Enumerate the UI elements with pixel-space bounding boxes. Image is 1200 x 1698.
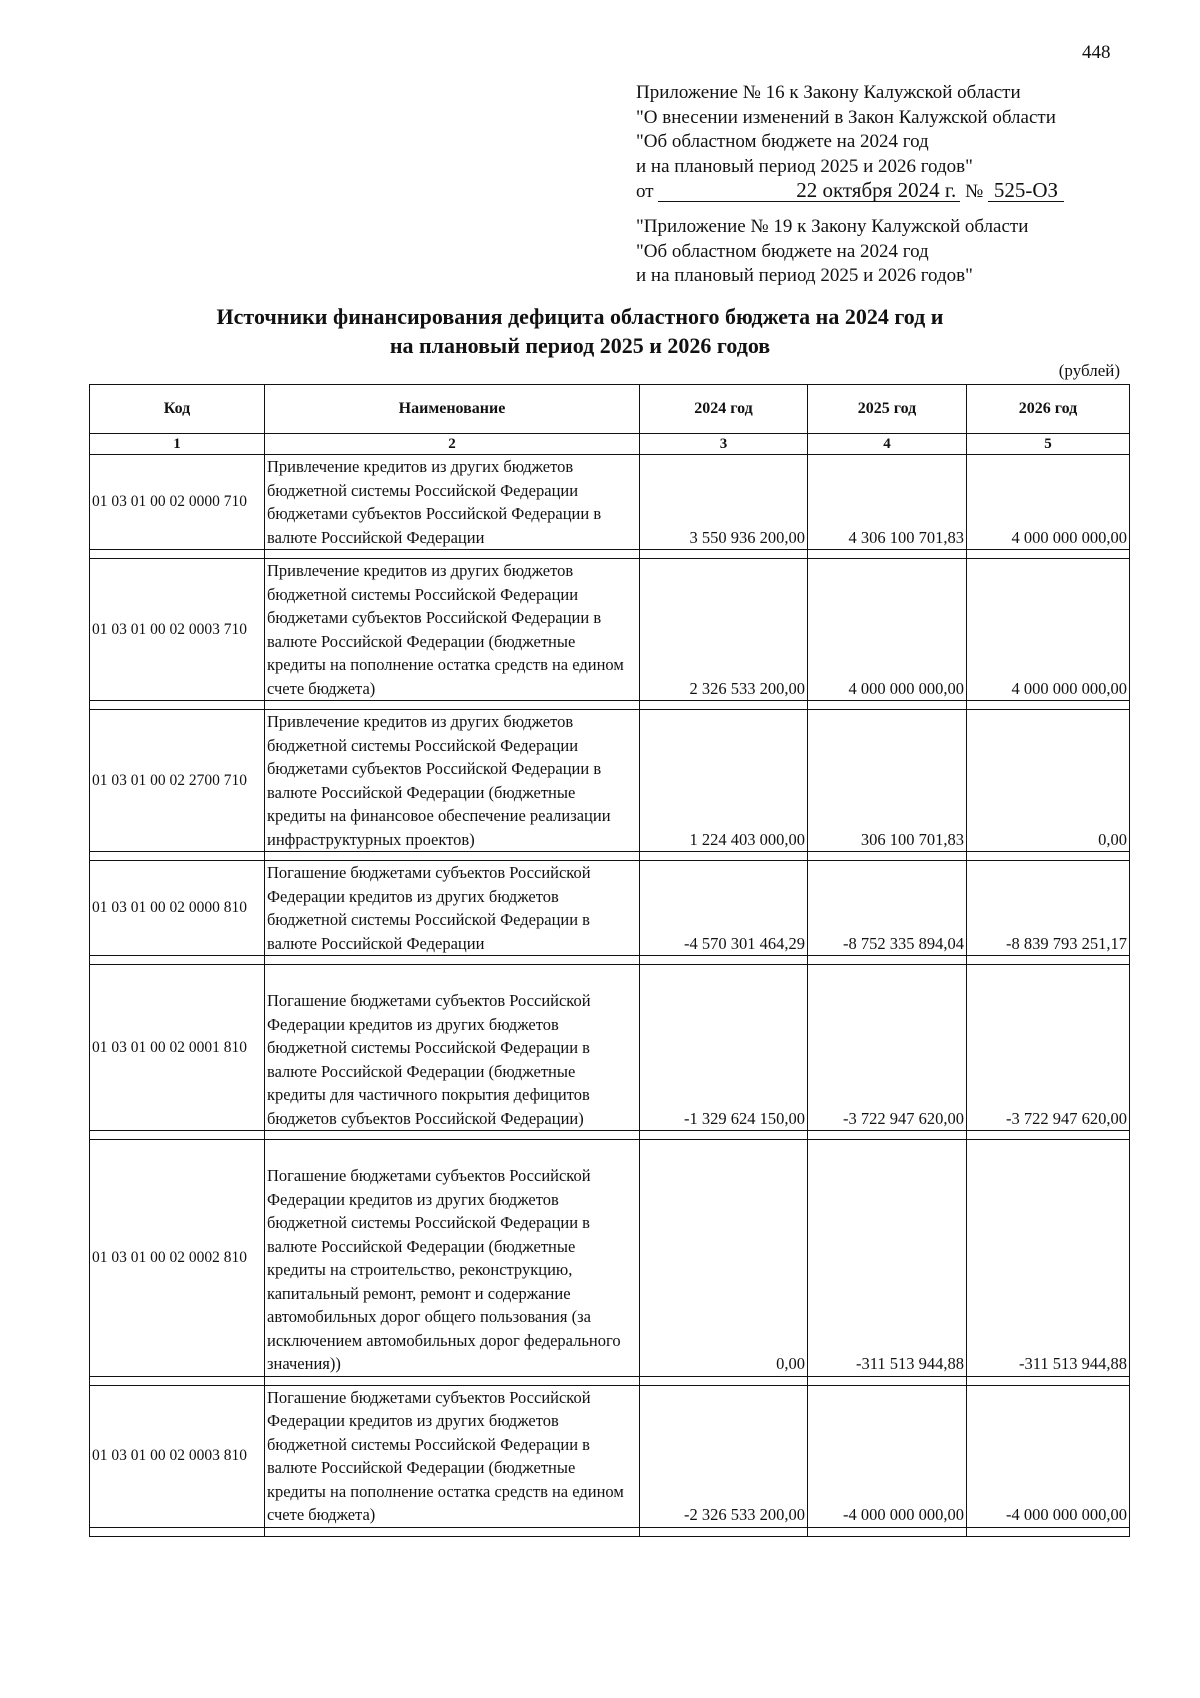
title-line: Источники финансирования дефицита областного бюджета на 2024 год и xyxy=(216,304,944,329)
spacer-cell xyxy=(640,852,808,861)
spacer-cell xyxy=(265,852,640,861)
column-number: 2 xyxy=(265,434,640,455)
row-code: 01 03 01 00 02 2700 710 xyxy=(90,710,265,852)
law-number: 525-ОЗ xyxy=(988,179,1064,202)
spacer-cell xyxy=(90,701,265,710)
row-2024: -1 329 624 150,00 xyxy=(640,965,808,1131)
title-line: на плановый период 2025 и 2026 годов xyxy=(389,333,771,358)
row-2024: -4 570 301 464,29 xyxy=(640,861,808,956)
row-2025: -311 513 944,88 xyxy=(808,1140,967,1377)
annex2-line: "Об областном бюджете на 2024 год xyxy=(636,240,929,262)
row-2024: 0,00 xyxy=(640,1140,808,1377)
table-row xyxy=(90,1140,1130,1377)
spacer-cell xyxy=(265,701,640,710)
row-name: Погашение бюджетами субъектов Российской Федерации кредитов из других бюджетов бюджетной системы Российской Федерации в валюте Российской Федерации xyxy=(265,861,640,956)
spacer-cell xyxy=(808,701,967,710)
spacer-cell xyxy=(967,1131,1130,1140)
header-2024: 2024 год xyxy=(640,385,808,434)
row-name: Привлечение кредитов из других бюджетов бюджетной системы Российской Федерации бюджетами субъектов Российской Федерации в валюте Российской Федерации (бюджетные кредиты на пополнение остатка средств на едином счете бюджета) xyxy=(265,559,640,701)
spacer-cell xyxy=(265,1376,640,1385)
spacer-cell xyxy=(640,1376,808,1385)
row-name: Погашение бюджетами субъектов Российской Федерации кредитов из других бюджетов бюджетной системы Российской Федерации в валюте Российской Федерации (бюджетные кредиты для частичного покрытия дефицитов бюджетов субъектов Российской Федерации) xyxy=(265,965,640,1131)
spacer-cell xyxy=(967,1376,1130,1385)
annex-reference xyxy=(636,215,1028,289)
header-name: Наименование xyxy=(265,385,640,434)
spacer-cell xyxy=(640,1527,808,1536)
table-row xyxy=(90,965,1130,1131)
spacer-cell xyxy=(808,1131,967,1140)
row-code: 01 03 01 00 02 0002 810 xyxy=(90,1140,265,1377)
header-2025: 2025 год xyxy=(808,385,967,434)
row-spacer xyxy=(90,701,1130,710)
spacer-cell xyxy=(808,550,967,559)
spacer-cell xyxy=(90,1376,265,1385)
law-date: 22 октября 2024 г. xyxy=(658,179,960,202)
table-row xyxy=(90,710,1130,852)
spacer-cell xyxy=(967,956,1130,965)
row-name: Привлечение кредитов из других бюджетов бюджетной системы Российской Федерации бюджетами субъектов Российской Федерации в валюте Российской Федерации (бюджетные кредиты на финансовое обеспечение реализации инфраструктурных проектов) xyxy=(265,710,640,852)
row-2024: 3 550 936 200,00 xyxy=(640,455,808,550)
row-2026: -4 000 000 000,00 xyxy=(967,1385,1130,1527)
annex-line: "О внесении изменений в Закон Калужской области xyxy=(636,106,1056,128)
annex2-line: и на плановый период 2025 и 2026 годов" xyxy=(636,265,973,286)
column-number: 5 xyxy=(967,434,1130,455)
row-2024: 2 326 533 200,00 xyxy=(640,559,808,701)
annex-line: и на плановый период 2025 и 2026 годов" xyxy=(636,155,973,177)
spacer-cell xyxy=(808,1376,967,1385)
row-2024: 1 224 403 000,00 xyxy=(640,710,808,852)
row-2025: 306 100 701,83 xyxy=(808,710,967,852)
row-spacer xyxy=(90,852,1130,861)
spacer-cell xyxy=(90,956,265,965)
spacer-cell xyxy=(90,852,265,861)
row-2025: 4 306 100 701,83 xyxy=(808,455,967,550)
row-2025: 4 000 000 000,00 xyxy=(808,559,967,701)
row-2025: -8 752 335 894,04 xyxy=(808,861,967,956)
row-name: Погашение бюджетами субъектов Российской Федерации кредитов из других бюджетов бюджетной системы Российской Федерации в валюте Российской Федерации (бюджетные кредиты на строительство, реконструкцию, капитальный ремонт, ремонт и содержание автомобильных дорог общего пользования (за исключением автомобильных дорог федерального значения)) xyxy=(265,1140,640,1377)
page-number: 448 xyxy=(1082,42,1111,63)
row-name: Привлечение кредитов из других бюджетов бюджетной системы Российской Федерации бюджетами субъектов Российской Федерации в валюте Российской Федерации xyxy=(265,455,640,550)
header-2026: 2026 год xyxy=(967,385,1130,434)
row-spacer xyxy=(90,1376,1130,1385)
spacer-cell xyxy=(640,956,808,965)
column-number-row xyxy=(90,434,1130,455)
spacer-cell xyxy=(265,550,640,559)
spacer-cell xyxy=(967,1527,1130,1536)
from-label: от xyxy=(636,181,654,202)
spacer-cell xyxy=(640,701,808,710)
annex-line: Приложение № 16 к Закону Калужской области xyxy=(636,82,1021,103)
spacer-cell xyxy=(90,1527,265,1536)
row-code: 01 03 01 00 02 0001 810 xyxy=(90,965,265,1131)
spacer-cell xyxy=(90,1131,265,1140)
row-code: 01 03 01 00 02 0000 810 xyxy=(90,861,265,956)
law-date-line xyxy=(636,179,1064,205)
annex-line: "Об областном бюджете на 2024 год xyxy=(636,131,929,152)
spacer-cell xyxy=(90,550,265,559)
row-code: 01 03 01 00 02 0003 810 xyxy=(90,1385,265,1527)
spacer-cell xyxy=(265,1527,640,1536)
header-code: Код xyxy=(90,385,265,434)
row-2025: -4 000 000 000,00 xyxy=(808,1385,967,1527)
column-number: 3 xyxy=(640,434,808,455)
row-2025: -3 722 947 620,00 xyxy=(808,965,967,1131)
spacer-cell xyxy=(967,852,1130,861)
row-2026: 4 000 000 000,00 xyxy=(967,559,1130,701)
spacer-cell xyxy=(640,550,808,559)
column-number: 4 xyxy=(808,434,967,455)
table-row xyxy=(90,455,1130,550)
document-title xyxy=(150,302,1010,360)
row-2026: 0,00 xyxy=(967,710,1130,852)
spacer-cell xyxy=(967,701,1130,710)
row-2026: -3 722 947 620,00 xyxy=(967,965,1130,1131)
row-2024: -2 326 533 200,00 xyxy=(640,1385,808,1527)
table-row xyxy=(90,559,1130,701)
row-spacer xyxy=(90,1527,1130,1536)
spacer-cell xyxy=(967,550,1130,559)
financing-sources-table xyxy=(89,384,1130,1537)
spacer-cell xyxy=(808,956,967,965)
row-spacer xyxy=(90,1131,1130,1140)
spacer-cell xyxy=(265,956,640,965)
annex-header xyxy=(636,81,1064,205)
row-2026: -311 513 944,88 xyxy=(967,1140,1130,1377)
spacer-cell xyxy=(640,1131,808,1140)
row-2026: 4 000 000 000,00 xyxy=(967,455,1130,550)
table-row xyxy=(90,1385,1130,1527)
table-row xyxy=(90,861,1130,956)
table-header-row xyxy=(90,385,1130,434)
units-label: (рублей) xyxy=(1058,361,1120,380)
row-code: 01 03 01 00 02 0003 710 xyxy=(90,559,265,701)
row-code: 01 03 01 00 02 0000 710 xyxy=(90,455,265,550)
row-name: Погашение бюджетами субъектов Российской Федерации кредитов из других бюджетов бюджетной системы Российской Федерации в валюте Российской Федерации (бюджетные кредиты на пополнение остатка средств на едином счете бюджета) xyxy=(265,1385,640,1527)
number-label: № xyxy=(965,181,984,202)
row-spacer xyxy=(90,550,1130,559)
row-spacer xyxy=(90,956,1130,965)
row-2026: -8 839 793 251,17 xyxy=(967,861,1130,956)
spacer-cell xyxy=(808,1527,967,1536)
spacer-cell xyxy=(265,1131,640,1140)
column-number: 1 xyxy=(90,434,265,455)
annex2-line: "Приложение № 19 к Закону Калужской области xyxy=(636,216,1029,237)
spacer-cell xyxy=(808,852,967,861)
